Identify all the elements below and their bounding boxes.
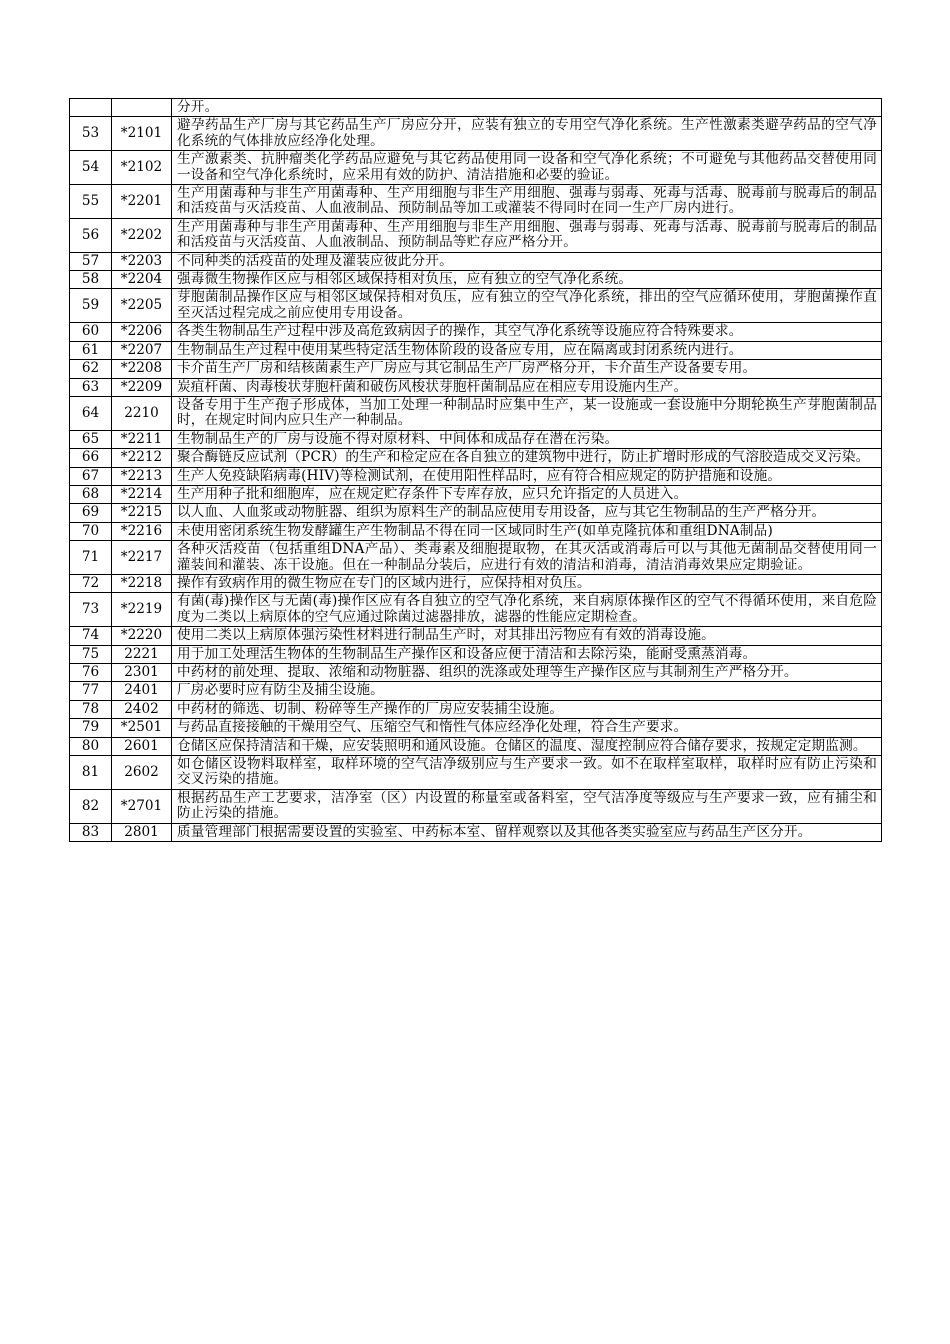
item-code-cell: *2203 <box>112 252 172 270</box>
table-row <box>70 700 882 718</box>
item-code-cell: *2206 <box>112 323 172 341</box>
item-code-cell: 2221 <box>112 645 172 663</box>
item-code-cell: *2209 <box>112 378 172 396</box>
table-row <box>70 449 882 467</box>
item-number-cell: 54 <box>70 151 112 185</box>
item-requirement-cell: 生产用菌毒种与非生产用菌毒种、生产用细胞与非生产用细胞、强毒与弱毒、死毒与活毒、脱毒前与脱毒后的制品和活疫苗与灭活疫苗、人血液制品、预防制品等加工或灌装不得同时在同一生产厂房内进行。 <box>172 185 882 219</box>
item-requirement-cell: 不同种类的活疫苗的处理及灌装应彼此分开。 <box>172 252 882 270</box>
item-code-cell: *2201 <box>112 185 172 219</box>
table-row <box>70 522 882 540</box>
item-number-cell: 60 <box>70 323 112 341</box>
table-row <box>70 719 882 737</box>
table-row <box>70 627 882 645</box>
table-row <box>70 485 882 503</box>
item-number-cell: 56 <box>70 218 112 252</box>
item-number-cell <box>70 99 112 117</box>
item-code-cell: *2216 <box>112 522 172 540</box>
item-code-cell: *2215 <box>112 504 172 522</box>
item-requirement-cell: 聚合酶链反应试剂（PCR）的生产和检定应在各自独立的建筑物中进行，防止扩增时形成的气溶胶造成交叉污染。 <box>172 449 882 467</box>
table-row <box>70 574 882 592</box>
item-code-cell: 2402 <box>112 700 172 718</box>
item-requirement-cell: 未使用密闭系统生物发酵罐生产生物制品不得在同一区域同时生产(如单克隆抗体和重组DNA制品) <box>172 522 882 540</box>
item-requirement-cell: 芽胞菌制品操作区应与相邻区域保持相对负压，应有独立的空气净化系统，排出的空气应循环使用，芽胞菌操作直至灭活过程完成之前应使用专用设备。 <box>172 289 882 323</box>
item-requirement-cell: 生产人免疫缺陷病毒(HIV)等检测试剂，在使用阳性样品时，应有符合相应规定的防护措施和设施。 <box>172 467 882 485</box>
item-code-cell: 2602 <box>112 756 172 790</box>
item-code-cell: *2701 <box>112 789 172 823</box>
item-requirement-cell: 厂房必要时应有防尘及捕尘设施。 <box>172 682 882 700</box>
table-row <box>70 185 882 219</box>
item-requirement-cell: 与药品直接接触的干燥用空气、压缩空气和惰性气体应经净化处理，符合生产要求。 <box>172 719 882 737</box>
table-row <box>70 823 882 841</box>
table-row <box>70 789 882 823</box>
table-row <box>70 271 882 289</box>
item-code-cell: *2208 <box>112 360 172 378</box>
table-row <box>70 593 882 627</box>
item-requirement-cell: 生产激素类、抗肿瘤类化学药品应避免与其它药品使用同一设备和空气净化系统；不可避免与其他药品交替使用同一设备和空气净化系统时，应采用有效的防护、清洁措施和必要的验证。 <box>172 151 882 185</box>
item-number-cell: 65 <box>70 430 112 448</box>
item-number-cell: 78 <box>70 700 112 718</box>
item-number-cell: 75 <box>70 645 112 663</box>
item-code-cell: *2501 <box>112 719 172 737</box>
item-requirement-cell: 使用二类以上病原体强污染性材料进行制品生产时，对其排出污物应有有效的消毒设施。 <box>172 627 882 645</box>
item-requirement-cell: 强毒微生物操作区应与相邻区域保持相对负压，应有独立的空气净化系统。 <box>172 271 882 289</box>
table-row <box>70 151 882 185</box>
item-requirement-cell: 卡介苗生产厂房和结核菌素生产厂房应与其它制品生产厂房严格分开，卡介苗生产设备要专用。 <box>172 360 882 378</box>
item-code-cell: 2401 <box>112 682 172 700</box>
table-row <box>70 360 882 378</box>
item-code-cell: 2301 <box>112 664 172 682</box>
item-code-cell: *2219 <box>112 593 172 627</box>
item-number-cell: 69 <box>70 504 112 522</box>
item-requirement-cell: 中药材的筛选、切制、粉碎等生产操作的厂房应安装捕尘设施。 <box>172 700 882 718</box>
item-requirement-cell: 避孕药品生产厂房与其它药品生产厂房应分开，应装有独立的专用空气净化系统。生产性激素类避孕药品的空气净化系统的气体排放应经净化处理。 <box>172 117 882 151</box>
table-row <box>70 504 882 522</box>
item-number-cell: 81 <box>70 756 112 790</box>
item-number-cell: 57 <box>70 252 112 270</box>
table-row <box>70 645 882 663</box>
item-requirement-cell: 中药材的前处理、提取、浓缩和动物脏器、组织的洗涤或处理等生产操作区应与其制剂生产严格分开。 <box>172 664 882 682</box>
item-requirement-cell: 生物制品生产过程中使用某些特定活生物体阶段的设备应专用，应在隔离或封闭系统内进行。 <box>172 341 882 359</box>
item-requirement-cell: 质量管理部门根据需要设置的实验室、中药标本室、留样观察以及其他各类实验室应与药品生产区分开。 <box>172 823 882 841</box>
item-code-cell: *2211 <box>112 430 172 448</box>
item-code-cell: *2220 <box>112 627 172 645</box>
item-number-cell: 53 <box>70 117 112 151</box>
item-number-cell: 66 <box>70 449 112 467</box>
item-number-cell: 68 <box>70 485 112 503</box>
item-number-cell: 58 <box>70 271 112 289</box>
item-code-cell: 2801 <box>112 823 172 841</box>
item-number-cell: 61 <box>70 341 112 359</box>
item-code-cell: *2213 <box>112 467 172 485</box>
table-row <box>70 378 882 396</box>
item-requirement-cell: 设备专用于生产孢子形成体，当加工处理一种制品时应集中生产，某一设施或一套设施中分期轮换生产芽胞菌制品时，在规定时间内应只生产一种制品。 <box>172 396 882 430</box>
item-requirement-cell: 根据药品生产工艺要求，洁净室（区）内设置的称量室或备料室，空气洁净度等级应与生产要求一致，应有捕尘和防止污染的措施。 <box>172 789 882 823</box>
item-number-cell: 55 <box>70 185 112 219</box>
item-number-cell: 64 <box>70 396 112 430</box>
table-row <box>70 396 882 430</box>
table-row <box>70 467 882 485</box>
item-number-cell: 79 <box>70 719 112 737</box>
table-row <box>70 323 882 341</box>
item-code-cell: *2217 <box>112 541 172 575</box>
item-requirement-cell: 各种灭活疫苗（包括重组DNA产品）、类毒素及细胞提取物，在其灭活或消毒后可以与其他无菌制品交替使用同一灌装间和灌装、冻干设施。但在一种制品分装后，应进行有效的清洁和消毒，清洁消毒效果应定期验证。 <box>172 541 882 575</box>
item-requirement-cell: 以人血、人血浆或动物脏器、组织为原料生产的制品应使用专用设备，应与其它生物制品的生产严格分开。 <box>172 504 882 522</box>
item-requirement-cell: 各类生物制品生产过程中涉及高危致病因子的操作，其空气净化系统等设施应符合特殊要求。 <box>172 323 882 341</box>
item-code-cell: *2102 <box>112 151 172 185</box>
inspection-items-table <box>69 98 882 842</box>
item-code-cell: *2214 <box>112 485 172 503</box>
table-row <box>70 682 882 700</box>
item-code-cell: 2601 <box>112 737 172 755</box>
item-requirement-cell: 有菌(毒)操作区与无菌(毒)操作区应有各自独立的空气净化系统，来自病原体操作区的空气不得循环使用，来自危险度为二类以上病原体的空气应通过除菌过滤器排放，滤器的性能应定期检查。 <box>172 593 882 627</box>
table-row <box>70 117 882 151</box>
table-row <box>70 541 882 575</box>
item-requirement-cell: 用于加工处理活生物体的生物制品生产操作区和设备应便于清洁和去除污染，能耐受熏蒸消毒。 <box>172 645 882 663</box>
item-code-cell: *2212 <box>112 449 172 467</box>
item-number-cell: 74 <box>70 627 112 645</box>
table-row <box>70 756 882 790</box>
table-row <box>70 218 882 252</box>
item-code-cell: *2218 <box>112 574 172 592</box>
item-number-cell: 59 <box>70 289 112 323</box>
table-row <box>70 99 882 117</box>
item-number-cell: 82 <box>70 789 112 823</box>
item-requirement-cell: 生产用种子批和细胞库，应在规定贮存条件下专库存放，应只允许指定的人员进入。 <box>172 485 882 503</box>
item-requirement-cell: 操作有致病作用的微生物应在专门的区域内进行，应保持相对负压。 <box>172 574 882 592</box>
table-row <box>70 664 882 682</box>
item-code-cell: *2204 <box>112 271 172 289</box>
table-row <box>70 430 882 448</box>
item-number-cell: 71 <box>70 541 112 575</box>
item-requirement-cell: 如仓储区设物料取样室，取样环境的空气洁净级别应与生产要求一致。如不在取样室取样，取样时应有防止污染和交叉污染的措施。 <box>172 756 882 790</box>
item-code-cell: 2210 <box>112 396 172 430</box>
table-row <box>70 252 882 270</box>
item-requirement-cell: 生物制品生产的厂房与设施不得对原材料、中间体和成品存在潜在污染。 <box>172 430 882 448</box>
item-code-cell: *2202 <box>112 218 172 252</box>
item-code-cell: *2101 <box>112 117 172 151</box>
item-number-cell: 83 <box>70 823 112 841</box>
item-number-cell: 77 <box>70 682 112 700</box>
table-row <box>70 289 882 323</box>
item-number-cell: 72 <box>70 574 112 592</box>
item-number-cell: 63 <box>70 378 112 396</box>
item-requirement-cell: 炭疽杆菌、肉毒梭状芽胞杆菌和破伤风梭状芽胞杆菌制品应在相应专用设施内生产。 <box>172 378 882 396</box>
item-code-cell <box>112 99 172 117</box>
item-code-cell: *2205 <box>112 289 172 323</box>
table-row <box>70 341 882 359</box>
item-requirement-cell: 生产用菌毒种与非生产用菌毒种、生产用细胞与非生产用细胞、强毒与弱毒、死毒与活毒、脱毒前与脱毒后的制品和活疫苗与灭活疫苗、人血液制品、预防制品等贮存应严格分开。 <box>172 218 882 252</box>
table-row <box>70 737 882 755</box>
item-number-cell: 76 <box>70 664 112 682</box>
item-code-cell: *2207 <box>112 341 172 359</box>
item-requirement-cell: 仓储区应保持清洁和干燥，应安装照明和通风设施。仓储区的温度、湿度控制应符合储存要求，按规定定期监测。 <box>172 737 882 755</box>
item-requirement-cell: 分开。 <box>172 99 882 117</box>
item-number-cell: 73 <box>70 593 112 627</box>
table-body <box>70 99 882 842</box>
item-number-cell: 70 <box>70 522 112 540</box>
item-number-cell: 62 <box>70 360 112 378</box>
item-number-cell: 67 <box>70 467 112 485</box>
item-number-cell: 80 <box>70 737 112 755</box>
